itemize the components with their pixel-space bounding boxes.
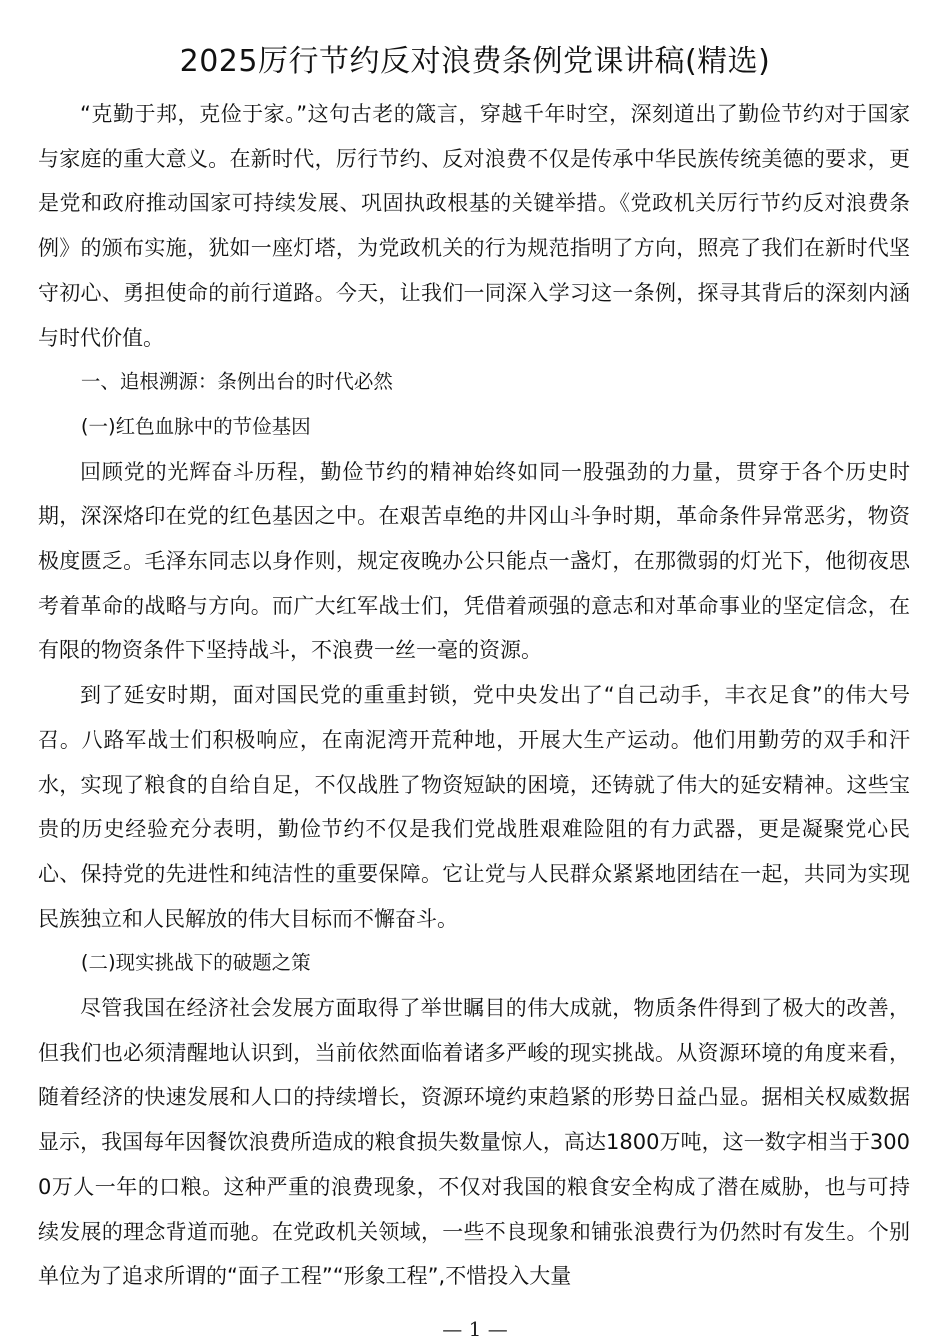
subsection-heading-2: (二)现实挑战下的破题之策 bbox=[80, 951, 311, 975]
section-heading-1: 一、追根溯源：条例出台的时代必然 bbox=[80, 370, 393, 394]
intro-paragraph: “克勤于邦，克俭于家。”这句古老的箴言，穿越千年时空，深刻道出了勤俭节约对于国家与家庭的重大意义。在新时代，厉行节约、反对浪费不仅是传承中华民族传统美德的要求，更是党和政府推动国家可持续发展、巩固执政根基的关键举措。《党政机关厉行节约反对浪费条例》的颁布实施，犹如一座灯塔，为党政机关的行为规范指明了方向，照亮了我们在新时代坚守初心、勇担使命的前行道路。今天，让我们一同深入学习这一条例，探寻其背后的深刻内涵与时代价值。 bbox=[38, 102, 910, 350]
document-title: 2025厉行节约反对浪费条例党课讲稿(精选) bbox=[179, 44, 771, 79]
document-body bbox=[38, 92, 910, 1299]
body-paragraph: 尽管我国在经济社会发展方面取得了举世瞩目的伟大成就，物质条件得到了极大的改善，但我们也必须清醒地认识到，当前依然面临着诸多严峻的现实挑战。从资源环境的角度来看，随着经济的快速发展和人口的持续增长，资源环境约束趋紧的形势日益凸显。据相关权威数据显示，我国每年因餐饮浪费所造成的粮食损失数量惊人，高达1800万吨，这一数字相当于3000万人一年的口粮。这种严重的浪费现象，不仅对我国的粮食安全构成了潜在威胁，也与可持续发展的理念背道而驰。在党政机关领域，一些不良现象和铺张浪费行为仍然时有发生。个别单位为了追求所谓的“面子工程”“形象工程”,不惜投入大量 bbox=[38, 996, 910, 1289]
body-paragraph: 回顾党的光辉奋斗历程，勤俭节约的精神始终如同一股强劲的力量，贯穿于各个历史时期，深深烙印在党的红色基因之中。在艰苦卓绝的井冈山斗争时期，革命条件异常恶劣，物资极度匮乏。毛泽东同志以身作则，规定夜晚办公只能点一盏灯，在那微弱的灯光下，他彻夜思考着革命的战略与方向。而广大红军战士们，凭借着顽强的意志和对革命事业的坚定信念，在有限的物资条件下坚持战斗，不浪费一丝一毫的资源。 bbox=[38, 459, 910, 663]
body-paragraph: 到了延安时期，面对国民党的重重封锁，党中央发出了“自己动手，丰衣足食”的伟大号召。八路军战士们积极响应，在南泥湾开荒种地，开展大生产运动。他们用勤劳的双手和汗水，实现了粮食的自给自足，不仅战胜了物资短缺的困境，还铸就了伟大的延安精神。这些宝贵的历史经验充分表明，勤俭节约不仅是我们党战胜艰难险阻的有力武器，更是凝聚党心民心、保持党的先进性和纯洁性的重要保障。它让党与人民群众紧紧地团结在一起，共同为实现民族独立和人民解放的伟大目标而不懈奋斗。 bbox=[38, 683, 910, 931]
page-number: — 1 — bbox=[442, 1317, 508, 1341]
subsection-heading-1: (一)红色血脉中的节俭基因 bbox=[80, 414, 311, 438]
